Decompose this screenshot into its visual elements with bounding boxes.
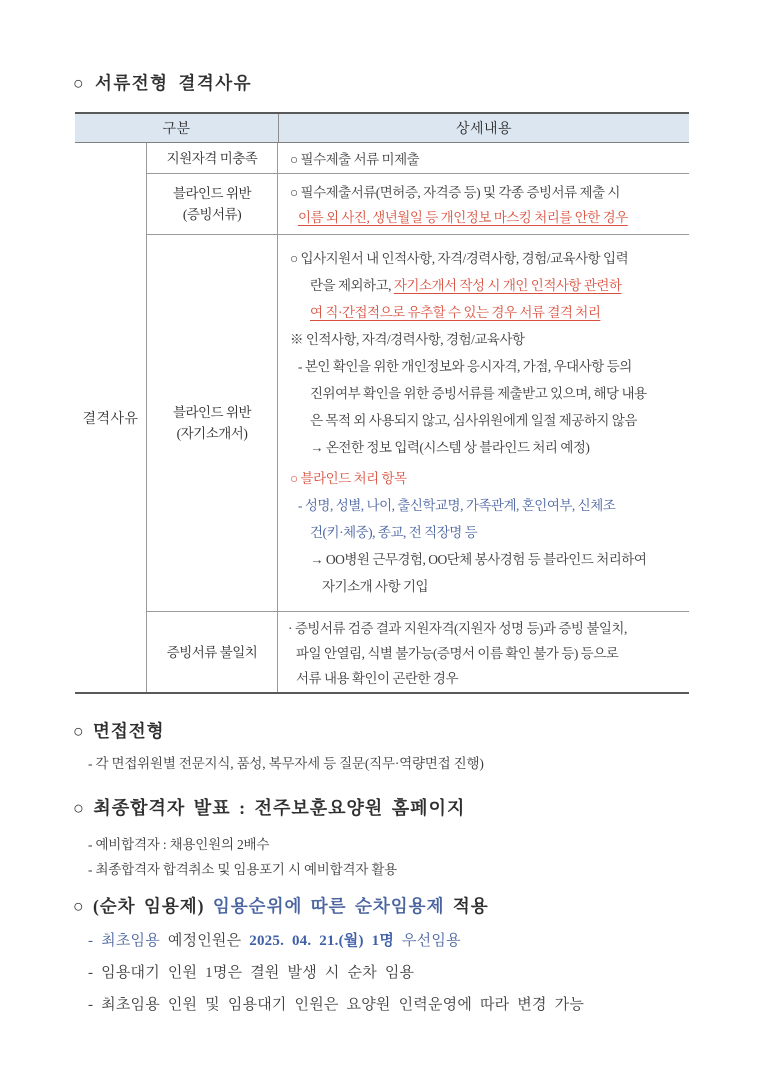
sequential-item2: - 임용대기 인원 1명은 결원 발생 시 순차 임용 (88, 965, 415, 981)
table-header-row (75, 114, 689, 143)
row2-label-line2: (증빙서류) (182, 207, 242, 222)
table-row-blind-coverletter (147, 235, 689, 612)
sequential-item1 (88, 929, 461, 950)
sequential-heading-suffix: 적용 (444, 896, 489, 916)
table-header-category: 구분 (75, 114, 279, 142)
sequential-item3: - 최초임용 인원 및 임용대기 인원은 요양원 인력운영에 따라 변경 가능 (88, 997, 585, 1013)
row2-label-line1: 블라인드 위반 (172, 186, 252, 201)
final-announcement-item1: - 예비합격자 : 채용인원의 2배수 (88, 837, 270, 852)
table-header-detail: 상세내용 (455, 122, 513, 137)
row1-content (278, 143, 689, 173)
table-rows (147, 143, 689, 692)
table-row-eligibility (147, 143, 689, 174)
row3-line2 (290, 272, 685, 299)
row3-line12: → OO병원 근무경험, OO단체 봉사경험 등 블라인드 처리하여 (310, 552, 647, 567)
row4-line3: 서류 내용 확인이 곤란한 경우 (296, 671, 458, 686)
final-announcement-heading: ○ 최종합격자 발표 : 전주보훈요양원 홈페이지 (73, 798, 466, 818)
row3-line2-black: 란을 제외하고, (310, 278, 394, 293)
sequential-item1-plain: 예정인원은 (159, 933, 250, 949)
row4-line1: · 증빙서류 검증 결과 지원자격(지원자 성명 등)과 증빙 불일치, (288, 621, 627, 636)
row2-content (278, 174, 689, 234)
row2-label (147, 174, 278, 234)
sequential-item1-priority: 우선임용 (394, 933, 461, 949)
row3-line6: 진위여부 확인을 위한 증빙서류를 제출받고 있으며, 해당 내용 (310, 386, 647, 401)
group-label-cell: 결격사유 (75, 143, 147, 692)
row3-label-line2: (자기소개서) (176, 426, 248, 441)
page-title: ○ 서류전형 결격사유 (73, 73, 253, 93)
row3-line5: - 본인 확인을 위한 개인정보와 응시자격, 가점, 우대사항 등의 (298, 359, 632, 374)
sequential-appointment-heading (73, 893, 489, 918)
row3-line8: → 온전한 정보 입력(시스템 상 블라인드 처리 예정) (310, 440, 590, 455)
row4-label (147, 612, 278, 692)
row1-label-text: 지원자격 미충족 (166, 150, 258, 166)
sequential-heading-blue: 임용순위에 따른 순차임용제 (212, 896, 445, 916)
table-row-blind-docs (147, 174, 689, 235)
row3-content (278, 235, 689, 611)
row1-line1: ○ 필수제출 서류 미제출 (290, 152, 420, 167)
final-announcement-item2: - 최종합격자 합격취소 및 임용포기 시 예비합격자 활용 (88, 862, 398, 877)
table-row-doc-mismatch (147, 612, 689, 692)
row3-line2-red: 자기소개서 작성 시 개인 인적사항 관련하 (393, 278, 622, 293)
interview-section-heading: ○ 면접전형 (73, 721, 165, 741)
row3-line13: 자기소개 사항 기입 (322, 579, 429, 594)
row1-label (147, 143, 278, 173)
table-body (75, 143, 689, 692)
row3-line11: 건(키·체중), 종교, 전 직장명 등 (310, 525, 478, 540)
row3-line1: ○ 입사지원서 내 인적사항, 자격/경력사항, 경험/교육사항 입력 (290, 251, 629, 266)
disqualification-table (75, 112, 689, 694)
row4-label-text: 증빙서류 불일치 (166, 644, 258, 660)
row3-line4: ※ 인적사항, 자격/경력사항, 경험/교육사항 (290, 332, 525, 347)
row2-line1: ○ 필수제출서류(면허증, 자격증 등) 및 각종 증빙서류 제출 시 (290, 185, 620, 200)
row3-label (147, 235, 278, 611)
row3-line9-blind-items-heading: ○ 블라인드 처리 항목 (290, 471, 407, 486)
row3-line10: - 성명, 성별, 나이, 출신학교명, 가족관계, 혼인여부, 신체조 (298, 498, 616, 513)
sequential-item1-first-appointment: - 최초임용 (88, 933, 160, 949)
row4-line2: 파일 안열림, 식별 불가능(증명서 이름 확인 불가 등) 등으로 (296, 646, 619, 661)
interview-section-item: - 각 면접위원별 전문지식, 품성, 복무자세 등 질문(직무·역량면접 진행) (88, 756, 484, 771)
row2-line2: 이름 외 사진, 생년월일 등 개인정보 마스킹 처리를 안한 경우 (298, 210, 628, 225)
row4-content (278, 612, 689, 692)
row3-line3: 여 직·간접적으로 유추할 수 있는 경우 서류 결격 처리 (310, 305, 601, 320)
row3-line7: 은 목적 외 사용되지 않고, 심사위원에게 일절 제공하지 않음 (310, 413, 637, 428)
sequential-item1-date: 2025. 04. 21.(월) 1명 (249, 933, 395, 949)
sequential-heading-prefix: ○ (순차 임용제) (73, 896, 213, 916)
row3-label-line1: 블라인드 위반 (172, 405, 252, 420)
